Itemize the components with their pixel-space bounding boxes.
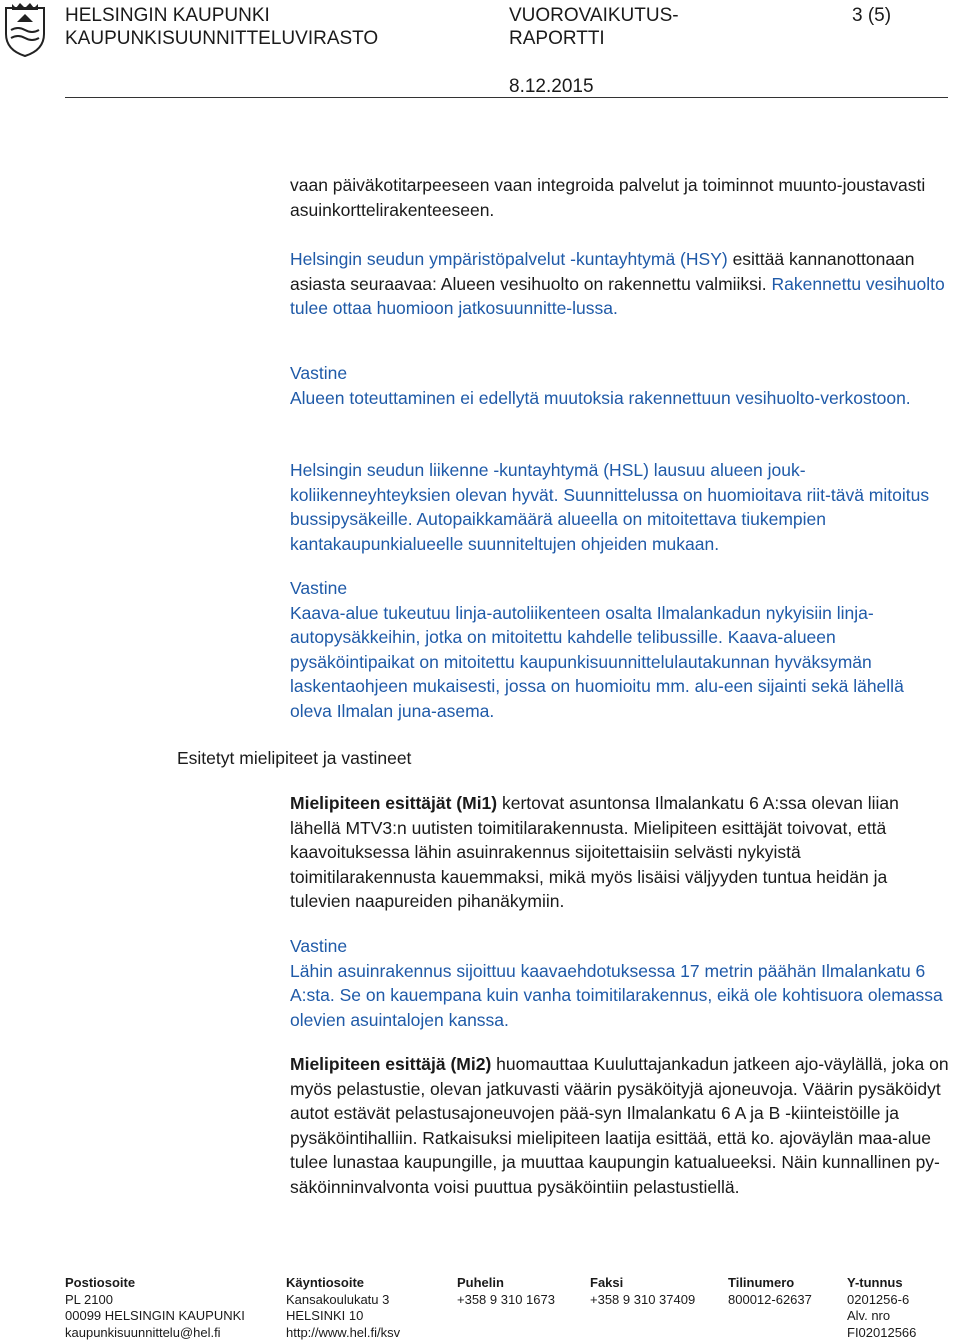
paragraph-1 [290,173,950,222]
vastine-1 [290,361,950,410]
document-date: 8.12.2015 [509,76,594,97]
footer-fax-number: +358 9 310 37409 [590,1291,696,1307]
paragraph-hsl [290,458,950,556]
mi1-text: kertovat asuntonsa Ilmalankatu 6 A:ssa olevan liian lähellä MTV3:n uutisten toimitilarakennusta. Mielipiteen esittäjät toivovat, että kaavoituksessa lähin asuinrakennus sijoitettaisiin selvästi nykyistä toimitilarakennusta kauemmaksi, mikä myös lisäisi väljyyden tuntua heidän ja tulevien naapureiden pihanäkymiin. [290,793,899,911]
footer-vat-number: FI02012566 [847,1324,917,1340]
footer-website[interactable]: http://www.hel.fi/ksv [286,1324,401,1340]
footer-postal-heading: Postiosoite [65,1275,136,1290]
paragraph-mi1 [290,791,950,914]
mi2-text: huomauttaa Kuuluttajankadun jatkeen ajo-väylällä, joka on myös pelastustie, olevan jatkuvasti väärin pysäköityjä ajoneuvoja. Väärin pysäköidyt autot estävät pelastusajoneuvojen pää-syn Ilmalankatu 6 A ja B -kiinteistöille ja pysäköintihalliin. Ratkaisuksi mielipiteen laatija esittää, että ko. ajoväylän maa-alue tulee lunastaa kaupungille, ja muuttaa kaupungin katualueeksi. Näin kunnallinen py-säköinninvalvonta voisi puuttua pysäköintiin pelastustiellä. [290,1054,949,1197]
doc-type-line2: RAPORTTI [509,28,605,49]
footer-vat-label: Alv. nro [847,1308,891,1323]
footer-business-id [847,1275,916,1341]
vastine-3-text: Lähin asuinrakennus sijoittuu kaavaehdotuksessa 17 metrin päähän Ilmalankatu 6 A:sta. Se on kauempana kuin vanha toimitilarakennus, eikä ole kohtisuora olemassa olevien asuintalojen kanssa. [290,960,943,1030]
vastine-3-label: Vastine [290,936,348,956]
footer-phone-number: +358 9 310 1673 [457,1291,555,1307]
hsy-bold: Helsingin seudun ympäristöpalvelut -kuntayhtymä (HSY) [290,249,728,269]
hsl-bold: Helsingin seudun liikenne -kuntayhtymä (HSL) [290,460,649,480]
vastine-2-label: Vastine [290,578,348,598]
footer-visiting [286,1275,400,1341]
footer-visiting-line2: HELSINKI 10 [286,1308,364,1323]
vastine-3 [290,934,950,1032]
section-heading: Esitetyt mielipiteet ja vastineet [177,748,412,768]
header-divider [65,97,948,98]
hsl-blue: Suunnittelussa on huomioitava riit-tävä mitoitus bussipysäkeille. [290,484,930,529]
vastine-1-text: Alueen toteuttaminen ei edellytä muutoksia rakennettuun vesihuolto-verkostoon. [290,387,911,408]
footer-visiting-heading: Käyntiosoite [286,1275,365,1290]
footer-postal-line1: PL 2100 [65,1291,113,1307]
header-organization [65,4,378,50]
header-document-type [509,4,679,50]
hsy-blue: Rakennettu vesihuolto tulee ottaa huomioon jatkosuunnitte-lussa. [290,273,945,318]
page-number: 3 (5) [852,5,892,26]
paragraph-1-text: vaan päiväkotitarpeeseen vaan integroida palvelut ja toiminnot muunto-joustavasti asuinkorttelirakenteeseen. [290,175,926,220]
footer-phone [457,1275,555,1308]
org-name: HELSINGIN KAUPUNKI [65,5,270,26]
helsinki-crest-logo [2,0,48,58]
hsl-text: lausuu alueen jouk-koliikenneyhteyksien olevan hyvät. [290,460,806,505]
footer-postal-line2: 00099 HELSINGIN KAUPUNKI [65,1308,245,1323]
doc-type-line1: VUOROVAIKUTUS- [509,5,679,26]
vastine-1-label: Vastine [290,363,348,383]
footer-business-id-value: 0201256-6 [847,1291,910,1307]
footer-account-heading: Tilinumero [728,1275,795,1290]
footer-business-id-heading: Y-tunnus [847,1275,903,1290]
footer-fax [590,1275,695,1308]
mi2-bold: Mielipiteen esittäjä (Mi2) [290,1054,492,1074]
footer-visiting-line1: Kansakoulukatu 3 [286,1291,390,1307]
vastine-2 [290,576,950,723]
paragraph-hsy [290,247,950,321]
footer-account-number: 800012-62637 [728,1291,812,1307]
footer-fax-heading: Faksi [590,1275,624,1290]
hsy-text: esittää kannanottonaan asiasta seuraavaa: Alueen vesihuolto on rakennettu valmiiksi. [290,249,915,294]
footer-email[interactable]: kaupunkisuunnittelu@hel.fi [65,1324,221,1340]
footer-account [728,1275,812,1308]
footer-phone-heading: Puhelin [457,1275,504,1290]
hsl-text-2: Autopaikkamäärä alueella on mitoitettava tiukempien kantakaupunkialueelle suunniteltujen ohjeiden mukaan. [290,509,827,554]
mi1-bold: Mielipiteen esittäjät (Mi1) [290,793,498,813]
footer-postal [65,1275,245,1341]
vastine-2-text: Kaava-alue tukeutuu linja-autoliikenteen osalta Ilmalankadun nykyisiin linja-autopysäkkeihin, jotka on mitoitettu kahdelle telibussille. Kaava-alueen pysäköintipaikat on mitoitettu kaupunkisuunnittelulautakunnan hyväksymän laskentaohjeen mukaisesti, jossa on huomioitu mm. alu-een sijainti sekä lähellä oleva Ilmalan juna-asema. [290,602,904,721]
paragraph-mi2 [290,1052,950,1199]
org-department: KAUPUNKISUUNNITTELUVIRASTO [65,28,379,49]
